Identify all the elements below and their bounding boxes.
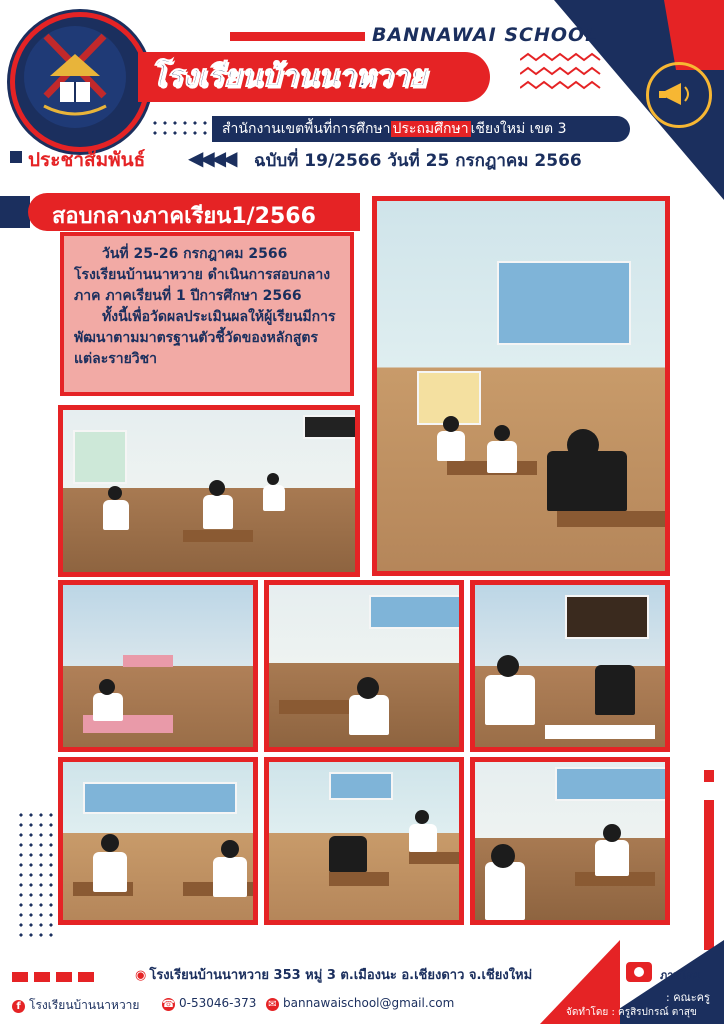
dots-decoration xyxy=(150,118,210,140)
photo-exam-room-2 xyxy=(58,405,360,577)
photo-exam-room-main xyxy=(372,196,670,576)
megaphone-icon xyxy=(646,62,712,128)
office-highlight: ประถมศึกษา xyxy=(392,121,469,137)
accent-square xyxy=(704,770,714,782)
dots-decoration-left xyxy=(16,810,56,940)
section-marker xyxy=(10,148,28,167)
footer-squares xyxy=(12,967,100,986)
email-text: bannawaischool@gmail.com xyxy=(283,996,455,1010)
article-paragraph-2: ทั้งนี้เพื่อวัดผลประเมินผลให้ผู้เรียนมีการพัฒนาตามมาตรฐานตัวชี้วัดของหลักสูตรแต่ละรายวิชา xyxy=(74,309,336,367)
article-title: สอบกลางภาคเรียน1/2566 xyxy=(52,204,316,229)
school-name-th: โรงเรียนบ้านนาหวาย xyxy=(150,59,427,94)
school-name-en: BANNAWAI SCHOOL xyxy=(372,24,599,46)
footer-phone[interactable] xyxy=(162,996,256,1011)
photo-by: : คณะครู xyxy=(666,991,710,1004)
address-text: โรงเรียนบ้านนาหวาย 353 หมู่ 3 ต.เมืองนะ อ.เชียงดาว จ.เชียงใหม่ xyxy=(149,968,533,983)
title-accent xyxy=(0,196,30,228)
photo-exam-room-8 xyxy=(470,757,670,925)
photo-exam-room-4 xyxy=(264,580,464,752)
map-pin-icon: ◉ xyxy=(135,968,147,983)
chevron-left-icon: ◀◀◀◀ xyxy=(188,146,234,170)
issue-info: ฉบับที่ 19/2566 วันที่ 25 กรกฎาคม 2566 xyxy=(254,151,582,171)
footer-address xyxy=(135,964,532,985)
photo-exam-room-3 xyxy=(58,580,258,752)
accent-bar-right xyxy=(704,800,714,950)
footer-email[interactable] xyxy=(266,996,454,1011)
office-suffix: เชียงใหม่ เขต 3 xyxy=(470,121,567,137)
photo-exam-room-5 xyxy=(470,580,670,752)
header-accent-bar xyxy=(230,32,365,41)
photo-exam-room-7 xyxy=(264,757,464,925)
facebook-icon: f xyxy=(12,1000,25,1013)
photo-label: ภาพโดย xyxy=(660,969,701,982)
phone-text: 0-53046-373 xyxy=(179,996,257,1010)
footer-facebook[interactable] xyxy=(12,996,139,1015)
camera-icon xyxy=(626,962,652,982)
article-text-box xyxy=(60,232,354,396)
made-by: จัดทำโดย : ครูสิรปกรณ์ ตาสุข xyxy=(566,1007,697,1018)
office-name xyxy=(222,118,566,140)
photo-exam-room-6 xyxy=(58,757,258,925)
email-icon: ✉ xyxy=(266,998,279,1011)
phone-icon: ☎ xyxy=(162,999,175,1010)
office-prefix: สำนักงานเขตพื้นที่การศึกษา xyxy=(222,121,391,137)
section-title: ประชาสัมพันธ์ xyxy=(28,149,146,171)
article-paragraph-1: วันที่ 25-26 กรกฎาคม 2566 โรงเรียนบ้านนาหวาย ดำเนินการสอบกลางภาค ภาคเรียนที่ 1 ปีการศึกษา 2566 xyxy=(74,246,331,304)
facebook-text: โรงเรียนบ้านนาหวาย xyxy=(29,998,140,1012)
wave-decoration xyxy=(520,52,610,102)
school-logo-inner xyxy=(24,26,126,128)
